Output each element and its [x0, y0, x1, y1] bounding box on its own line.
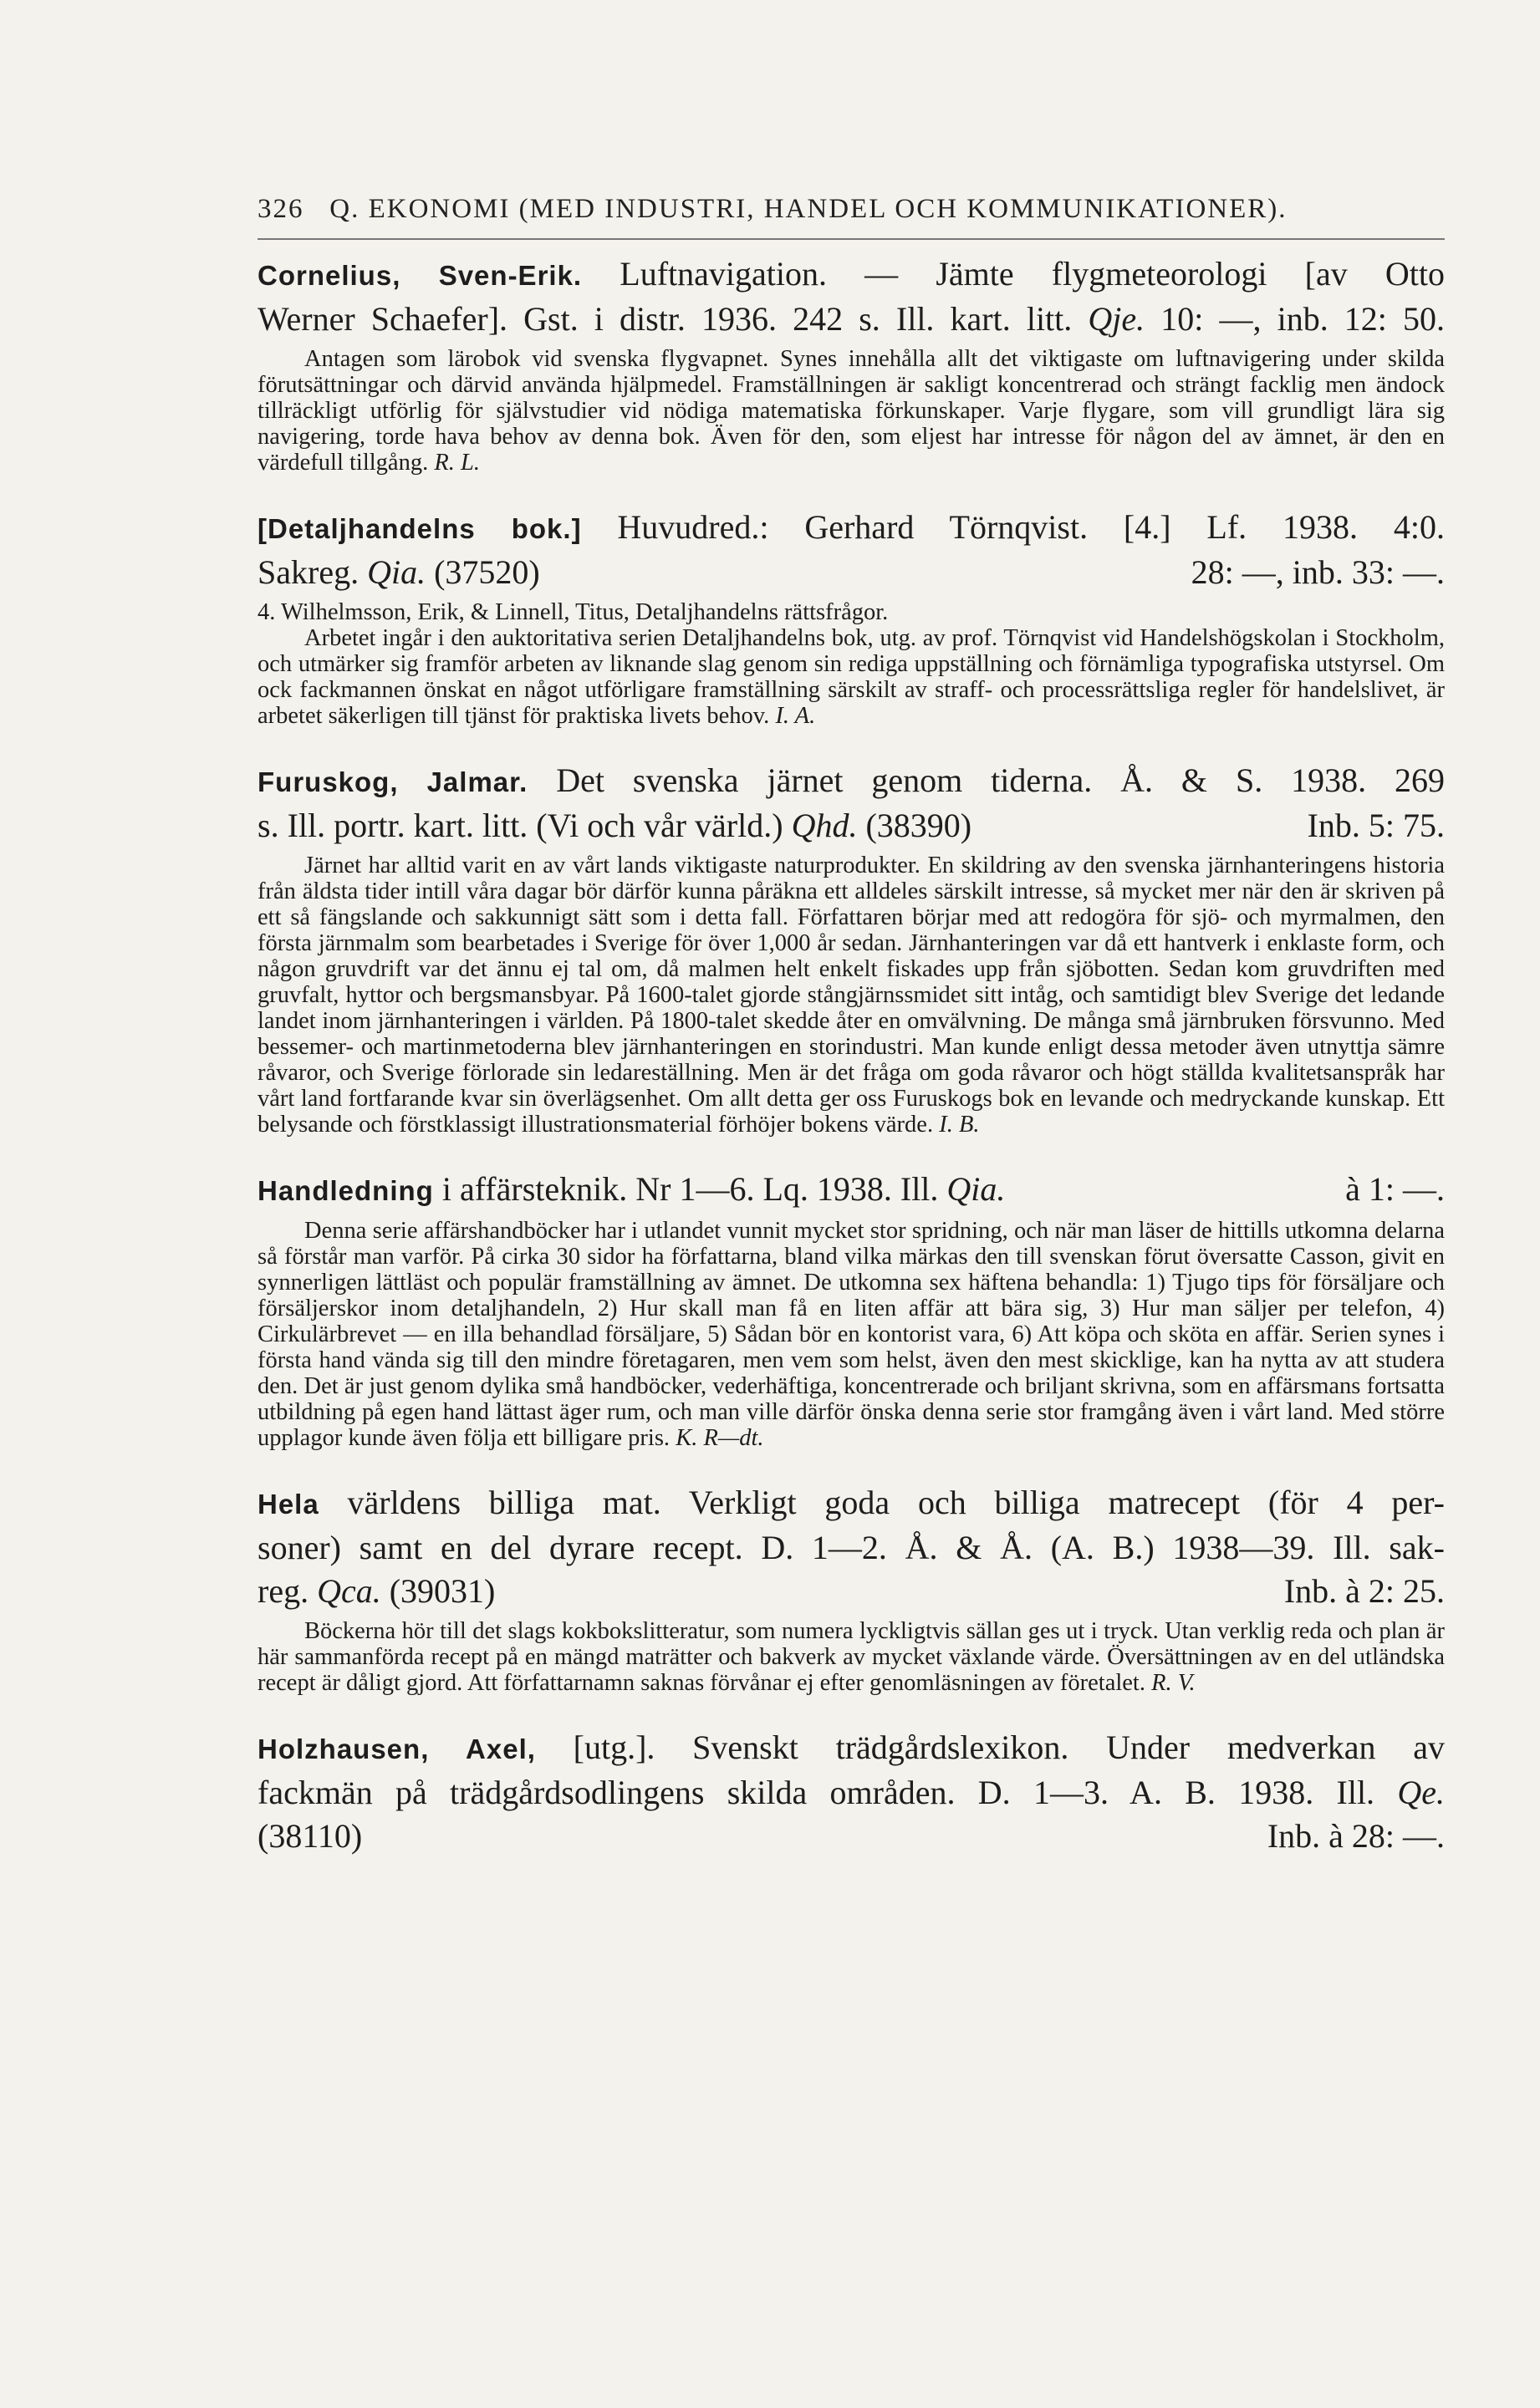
entry-author: Holzhausen, Axel, — [258, 1733, 536, 1764]
review-signature: R. V. — [1151, 1670, 1196, 1696]
entry-review — [258, 853, 1445, 1138]
review-text: Antagen som lärobok vid svenska flygvapnet. Synes innehålla allt det viktigaste om luftnavigering under skilda förutsättningar och därvid använda hjälpmedel. Framställningen är sakligt koncentrerad och strängt facklig men ändock tillräckligt utförlig för självstudier vid nödiga matematiska förkunskaper. Varje flygare, som vill grundligt lära sig navigering, torde hava behov av denna bok. Även för den, som eljest har intresse för någon del av ämnet, är den en värdefull tillgång. — [258, 346, 1445, 476]
entry-imprint: Werner Schaefer]. Gst. i distr. 1936. 242 s. Ill. kart. litt. — [258, 300, 1073, 338]
entry-imprint: fackmän på trädgårdsodlingens skilda områden. D. 1—3. A. B. 1938. Ill. — [258, 1774, 1375, 1811]
running-header — [258, 194, 1445, 225]
bibliography-list — [258, 252, 1445, 1888]
entry-imprint: soner) samt en del dyrare recept. D. 1—2. Å. & Å. (A. B.) 1938—39. Ill. sak- — [258, 1529, 1445, 1566]
section-title: Q. EKONOMI (MED INDUSTRI, HANDEL OCH KOMMUNIKATIONER). — [329, 194, 1288, 224]
review-text: Denna serie affärshandböcker har i utlandet vunnit mycket stor spridning, och när man läser de hittills utkomna delarna så förstår man varför. På cirka 30 sidor ha författarna, bland vilka märkas den till svenskan förut översatte Casson, givit en synnerligen lättläst och populär framställning av ämnet. De utkomna sex häftena behandla: 1) Tjugo tips för försäljare och försäljerskor inom detaljhandeln, 2) Hur skall man få en liten affär att bära sig, 3) Hur man säljer per telefon, 4) Cirkulärbrevet — en illa behandlad försäljare, 5) Sådan bör en kontorist vara, 6) Att köpa och sköta en affär. Serien synes i första hand vända sig till den mindre företagaren, men vem som helst, även den mest skicklige, kan ha nytta av att studera den. Det är just genom dylika små handböcker, vederhäftiga, koncentrerade och briljant skrivna, som en affärsmans fortsatta utbildning på egen hand lättast äger rum, och man ville därför önska denna serie stor framgång även i vårt land. Med större upplagor kunde även följa ett billigare pris. — [258, 1218, 1445, 1451]
entry-number: (37520) — [434, 553, 540, 591]
entry-heading-line — [258, 1771, 1445, 1815]
entry-hela-varldens — [258, 1481, 1445, 1696]
entry-heading — [258, 1481, 1445, 1526]
entry-number: (38390) — [865, 807, 972, 844]
entry-title: Det svenska järnet genom tiderna. Å. & S. 1938. 269 — [556, 761, 1445, 799]
entry-sigil: Qje. — [1088, 300, 1145, 338]
review-signature: I. A. — [775, 703, 816, 729]
entry-number: (38110) — [258, 1817, 363, 1855]
entry-imprint-end: reg. — [258, 1572, 309, 1610]
entry-heading — [258, 1168, 1445, 1213]
entry-price: 10: —, inb. 12: 50. — [1160, 300, 1446, 338]
entry-imprint: s. Ill. portr. kart. litt. (Vi och vår värld.) — [258, 807, 783, 844]
entry-handledning — [258, 1168, 1445, 1451]
entry-sigil: Qhd. — [791, 807, 858, 844]
entry-detaljhandelns-bok — [258, 506, 1445, 729]
review-signature: R. L. — [434, 450, 480, 476]
entry-heading-line — [258, 1815, 1445, 1858]
header-rule — [258, 238, 1445, 240]
entry-furuskog — [258, 759, 1445, 1138]
entry-heading — [258, 252, 1445, 298]
entry-imprint: Sakreg. — [258, 553, 360, 591]
entry-price: 28: —, inb. 33: —. — [1191, 553, 1445, 591]
entry-title: i affärsteknik. Nr 1—6. Lq. 1938. Ill. — [441, 1170, 939, 1208]
entry-author: Furuskog, Jalmar. — [258, 766, 528, 797]
entry-review — [258, 346, 1445, 476]
entry-sigil: Qia. — [367, 553, 426, 591]
entry-title: världens billiga mat. Verkligt goda och billiga matrecept (för 4 per- — [347, 1484, 1445, 1521]
entry-heading — [258, 1726, 1445, 1771]
entry-heading-line — [258, 551, 1445, 594]
entry-title: Huvudred.: Gerhard Törnqvist. [4.] Lf. 1938. 4:0. — [617, 508, 1445, 546]
entry-heading-line — [258, 804, 1445, 848]
review-signature: K. R—dt. — [676, 1425, 764, 1451]
entry-price: à 1: —. — [1345, 1170, 1445, 1208]
entry-review — [258, 1618, 1445, 1696]
entry-sigil: Qca. — [317, 1572, 381, 1610]
entry-number: (39031) — [389, 1572, 496, 1610]
entry-title: [utg.]. Svenskt trädgårdslexikon. Under medverkan av — [573, 1728, 1446, 1766]
entry-holzhausen — [258, 1726, 1445, 1858]
entry-heading — [258, 759, 1445, 804]
entry-heading-line — [258, 1526, 1445, 1570]
entry-author: [Detaljhandelns bok.] — [258, 513, 582, 544]
entry-author: Handledning — [258, 1175, 434, 1206]
entry-price: Inb. 5: 75. — [1307, 807, 1445, 844]
entry-sigil: Qia. — [946, 1170, 1006, 1208]
entry-price: Inb. à 2: 25. — [1283, 1572, 1445, 1610]
entry-cornelius — [258, 252, 1445, 476]
review-text: Järnet har alltid varit en av vårt lands viktigaste naturprodukter. En skildring av den svenska järnhanteringens historia från äldsta tider intill våra dagar bör därför kunna påräkna ett alldeles särskilt intresse, så mycket mer när den är skriven på ett så fängslande och sakkunnigt sätt som i detta fall. Författaren börjar med att redogöra för sjö- och myrmalmen, den första järnmalm som bearbetades i Sverige för över 1,000 år sedan. Järnhanteringen var då ett hantverk i enklaste form, och någon gruvdrift var det ännu ej tal om, då malmen helt enkelt fiskades upp från sjöbotten. Sedan kom gruvdriften med gruvfalt, hyttor och bergsmansbyar. På 1600-talet gjorde stångjärnssmidet sitt intåg, och samtidigt blev Sverige det ledande landet inom järnhanteringen i världen. På 1800-talet skedde åter en omvälvning. De många små järnbruken försvunno. Med bessemer- och martinmetoderna blev järnhanteringen en storindustri. Man kunde enligt dessa metoder även utnyttja sämre råvaror, och Sverige förlorade sin ledareställning. Men är det fråga om goda råvaror och högt ställda kvalitetsanspråk har vårt land fortfarande kvar sin överlägsenhet. Om allt detta ger oss Furuskogs bok en levande och medryckande kunskap. Ett belysande och förstklassigt illustrationsmaterial förhöjer bokens värde. — [258, 853, 1445, 1138]
entry-heading-line — [258, 1570, 1445, 1613]
page-number: 326 — [258, 194, 304, 224]
entry-sigil: Qe. — [1397, 1774, 1445, 1811]
entry-heading-line — [258, 298, 1445, 341]
review-text: Arbetet ingår i den auktoritativa serien Detaljhandelns bok, utg. av prof. Törnqvist vid Handelshögskolan i Stockholm, och utmärker sig framför arbeten av liknande slag genom sin rediga uppställning och förnämliga typografiska utstyrsel. Om ock fackmannen önskat en något utförligare framställning särskilt av straff- och processrättsliga regler för handelslivet, är arbetet säkerligen till tjänst för praktiska livets behov. — [258, 625, 1445, 729]
review-text: Böckerna hör till det slags kokbokslitteratur, som numera lyckligtvis sällan ges ut i tryck. Utan verklig reda och plan är här sammanförda recept på en mängd maträtter och bakverk av mycket växlande värde. Översättningen av en del utländska recept är dåligt gjord. Att författarnamn saknas förvånar ej efter genomläsningen av företalet. — [258, 1618, 1445, 1696]
review-signature: I. B. — [939, 1112, 980, 1138]
entry-author: Hela — [258, 1489, 319, 1520]
entry-review — [258, 1218, 1445, 1451]
entry-title: Luftnavigation. — Jämte flygmeteorologi [av Otto — [620, 255, 1446, 293]
entry-price: Inb. à 28: —. — [1267, 1817, 1445, 1855]
entry-contents: 4. Wilhelmsson, Erik, & Linnell, Titus, Detaljhandelns rättsfrågor. — [258, 599, 889, 625]
entry-heading — [258, 506, 1445, 551]
entry-review — [258, 625, 1445, 729]
entry-author: Cornelius, Sven-Erik. — [258, 260, 583, 291]
